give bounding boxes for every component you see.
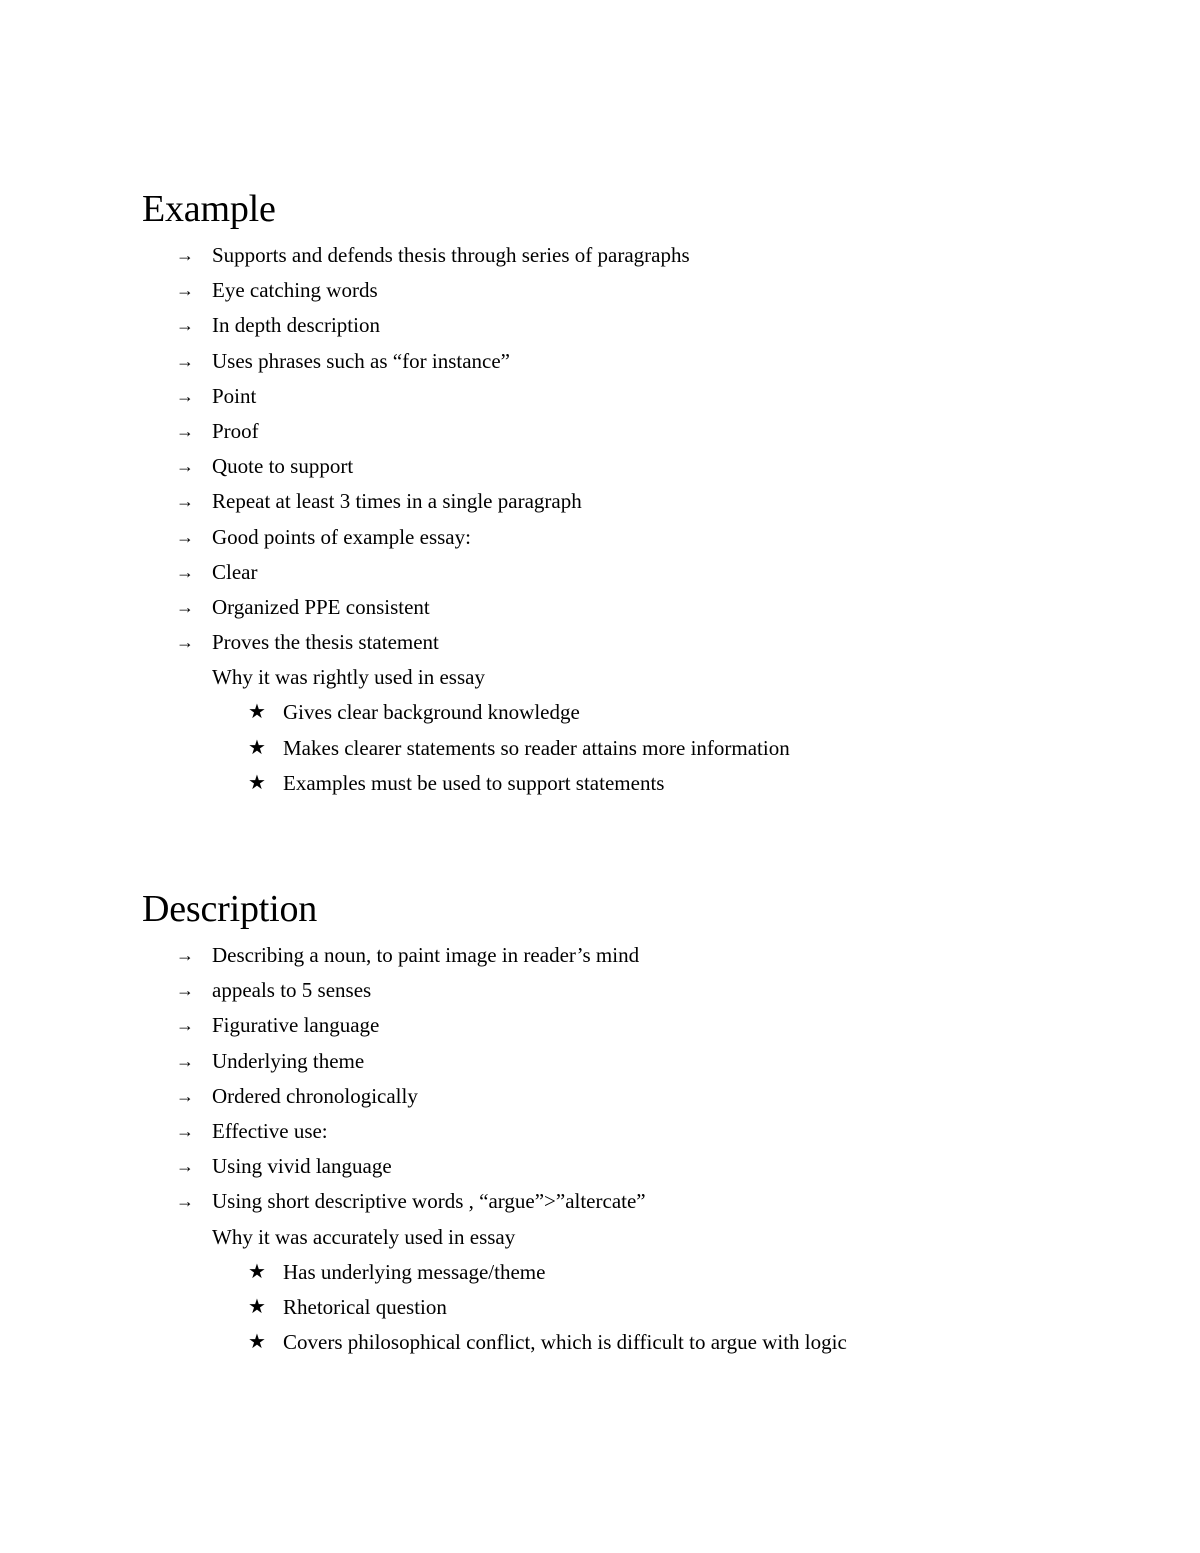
arrow-icon: → — [176, 1156, 194, 1177]
arrow-icon: → — [176, 596, 194, 617]
list-item — [142, 273, 1142, 308]
list-item — [142, 520, 1142, 555]
star-list-item-text: Has underlying message/theme — [283, 1259, 546, 1284]
list-item — [142, 1044, 1142, 1079]
star-list-item-text: Rhetorical question — [283, 1294, 447, 1319]
star-icon: ★ — [248, 1260, 266, 1283]
star-icon: ★ — [248, 1331, 266, 1354]
list-item-text: Organized PPE consistent — [212, 594, 430, 619]
list-item — [142, 238, 1142, 273]
list-item-text: Clear — [212, 559, 258, 584]
list-item-text: Supports and defends thesis through series of paragraphs — [212, 243, 690, 267]
arrow-icon: → — [176, 491, 194, 512]
list-item — [142, 1008, 1142, 1043]
arrow-icon: → — [176, 315, 194, 336]
list-item-text: Eye catching words — [212, 278, 378, 303]
list-item-text: Describing a noun, to paint image in reader’s mind — [212, 943, 640, 967]
star-list — [142, 1255, 1142, 1361]
list-item — [142, 308, 1142, 343]
star-list-item-text: Makes clearer statements so reader attains more information — [283, 735, 790, 760]
list-item-text: In depth description — [212, 313, 380, 338]
bullet-list — [142, 938, 1142, 1220]
list-item — [142, 484, 1142, 519]
list-item-text: Uses phrases such as “for instance” — [212, 348, 510, 373]
arrow-icon: → — [176, 1120, 194, 1141]
arrow-icon: → — [176, 526, 194, 547]
arrow-icon: → — [176, 245, 194, 265]
list-item-text: appeals to 5 senses — [212, 978, 372, 1003]
list-item — [142, 973, 1142, 1008]
star-list-item-text: Examples must be used to support statements — [283, 770, 665, 795]
list-item — [142, 1114, 1142, 1149]
list-item — [142, 344, 1142, 379]
list-item-text: Using vivid language — [212, 1154, 392, 1179]
subheading: Why it was accurately used in essay — [212, 1224, 516, 1249]
star-icon: ★ — [248, 736, 266, 759]
list-item — [142, 555, 1142, 590]
section-example — [142, 186, 1142, 801]
list-item — [142, 1079, 1142, 1114]
star-list-item — [142, 1290, 1142, 1325]
arrow-icon: → — [176, 980, 194, 1001]
list-item — [142, 590, 1142, 625]
star-list-item — [142, 731, 1142, 766]
star-icon: ★ — [248, 771, 266, 794]
star-list-item-text: Covers philosophical conflict, which is difficult to argue with logic — [283, 1330, 847, 1355]
list-item — [142, 414, 1142, 449]
star-list-item — [142, 1325, 1142, 1360]
star-list-item-text: Gives clear background knowledge — [283, 700, 580, 725]
list-item-text: Ordered chronologically — [212, 1083, 418, 1108]
arrow-icon: → — [176, 350, 194, 371]
list-item — [142, 625, 1142, 660]
list-item-text: Good points of example essay: — [212, 524, 471, 549]
section-description — [142, 886, 1142, 1360]
arrow-icon: → — [176, 456, 194, 477]
star-list-item — [142, 766, 1142, 801]
list-item-text: Underlying theme — [212, 1048, 365, 1073]
arrow-icon: → — [176, 1015, 194, 1036]
list-item-text: Using short descriptive words , “argue”>”altercate” — [212, 1189, 646, 1214]
bullet-list — [142, 238, 1142, 660]
arrow-icon: → — [176, 420, 194, 441]
arrow-icon: → — [176, 1191, 194, 1212]
list-item — [142, 1149, 1142, 1184]
arrow-icon: → — [176, 561, 194, 582]
list-item — [142, 1184, 1142, 1219]
list-item-text: Repeat at least 3 times in a single paragraph — [212, 489, 582, 514]
list-item-text: Figurative language — [212, 1013, 380, 1038]
arrow-icon: → — [176, 385, 194, 406]
list-item — [142, 938, 1142, 973]
arrow-icon: → — [176, 1050, 194, 1071]
arrow-icon: → — [176, 280, 194, 301]
list-item-text: Quote to support — [212, 454, 354, 479]
star-list-item — [142, 1255, 1142, 1290]
star-list-item — [142, 695, 1142, 730]
arrow-icon: → — [176, 945, 194, 965]
section-title: Description — [142, 888, 318, 930]
arrow-icon: → — [176, 1085, 194, 1106]
list-item-text: Point — [212, 383, 257, 408]
list-item — [142, 449, 1142, 484]
section-title: Example — [142, 188, 276, 230]
star-icon: ★ — [248, 1295, 266, 1318]
list-item-text: Effective use: — [212, 1118, 328, 1143]
list-item-text: Proof — [212, 418, 259, 443]
arrow-icon: → — [176, 632, 194, 653]
star-icon: ★ — [248, 701, 266, 724]
list-item-text: Proves the thesis statement — [212, 630, 439, 655]
subheading: Why it was rightly used in essay — [212, 665, 485, 690]
list-item — [142, 379, 1142, 414]
star-list — [142, 695, 1142, 801]
